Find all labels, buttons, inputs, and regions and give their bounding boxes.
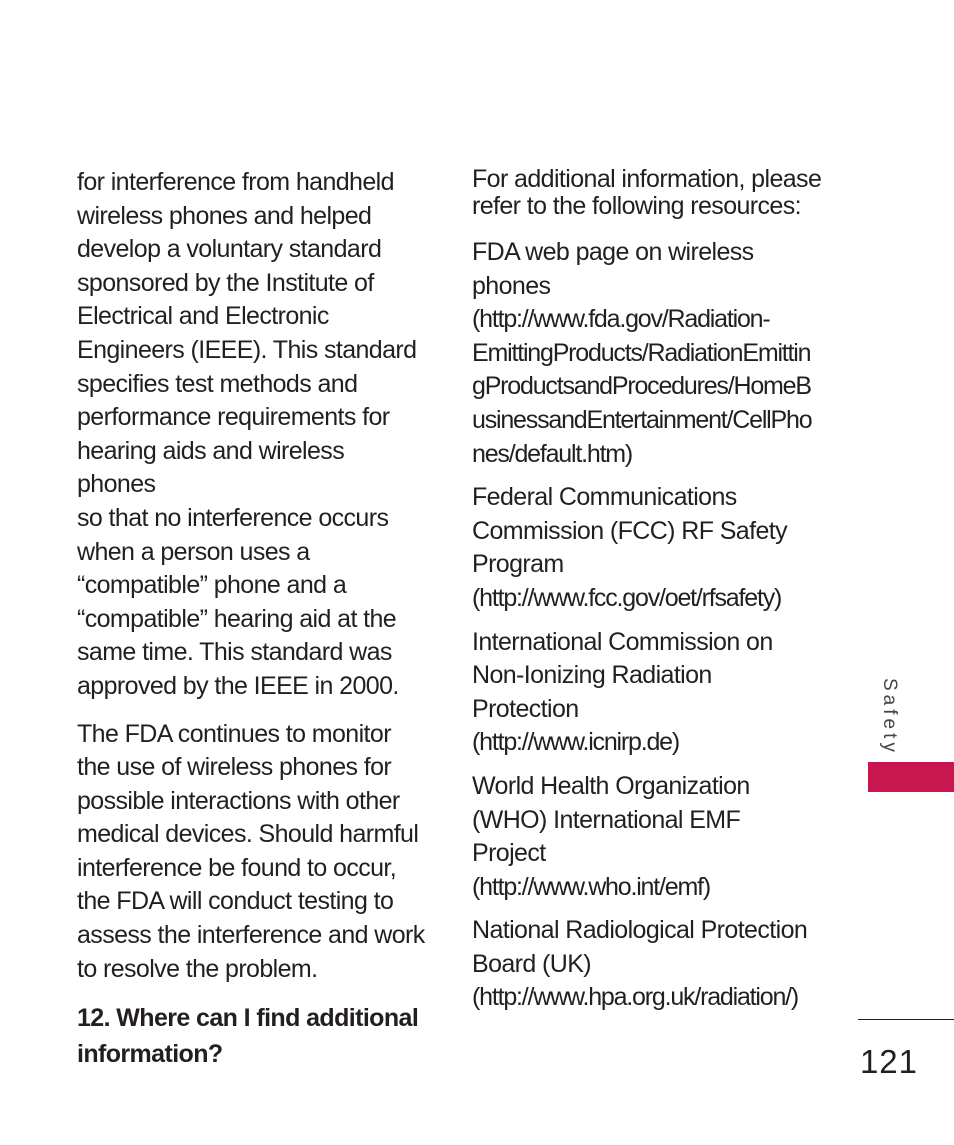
- resource-name: National Radiological Protection Board (UK): [472, 916, 808, 978]
- resources-intro: For additional information, please refer to the following resources:: [472, 165, 822, 220]
- section-tab: [868, 762, 954, 792]
- paragraph-fda-monitoring: The FDA continues to monitor the use of wireless phones for possible interactions with other medical devices. Should harmful interference be found to occur, the FDA will conduct testing to assess the interference and work to resolve the problem.: [77, 719, 425, 983]
- section-label: Safety: [879, 678, 900, 756]
- resource-url: (http://www.fda.gov/Radiation- EmittingProducts/RadiationEmittin gProductsandProcedures/HomeB usinessandEntertainment/CellPho nes/default.htm): [472, 305, 812, 468]
- resource-url: (http://www.fcc.gov/oet/rfsafety): [472, 583, 782, 612]
- right-column: [472, 166, 832, 1025]
- resource-item: [472, 914, 832, 1015]
- left-column: [77, 166, 427, 1072]
- resource-url: (http://www.icnirp.de): [472, 728, 680, 757]
- resource-name: International Commission on Non-Ionizing Radiation Protection: [472, 627, 773, 723]
- resource-url: (http://www.who.int/emf): [472, 872, 710, 901]
- resource-item: [472, 236, 832, 471]
- resource-url: (http://www.hpa.org.uk/radiation/): [472, 983, 799, 1012]
- resource-name: World Health Organization (WHO) International EMF Project: [472, 771, 750, 868]
- page-divider: [858, 1019, 954, 1020]
- paragraph-hearing-aid-standard: for interference from handheld wireless phones and helped develop a voluntary standard sponsored by the Institute of Electrical and Electronic Engineers (IEEE). This standard specifies test methods and performance requirements for hearing aids and wireless phones so that no interference occurs when a person uses a “compatible” phone and a “compatible” hearing aid at the same time. This standard was approved by the IEEE in 2000.: [77, 168, 417, 700]
- resource-item: [472, 770, 832, 904]
- resource-item: [472, 626, 832, 760]
- question-heading: 12. Where can I find additional information?: [77, 1004, 419, 1069]
- resource-item: [472, 481, 832, 615]
- resource-name: Federal Communications Commission (FCC) RF Safety Program: [472, 483, 787, 579]
- page-number: 121: [859, 1043, 918, 1080]
- resource-name: FDA web page on wireless phones: [472, 238, 754, 300]
